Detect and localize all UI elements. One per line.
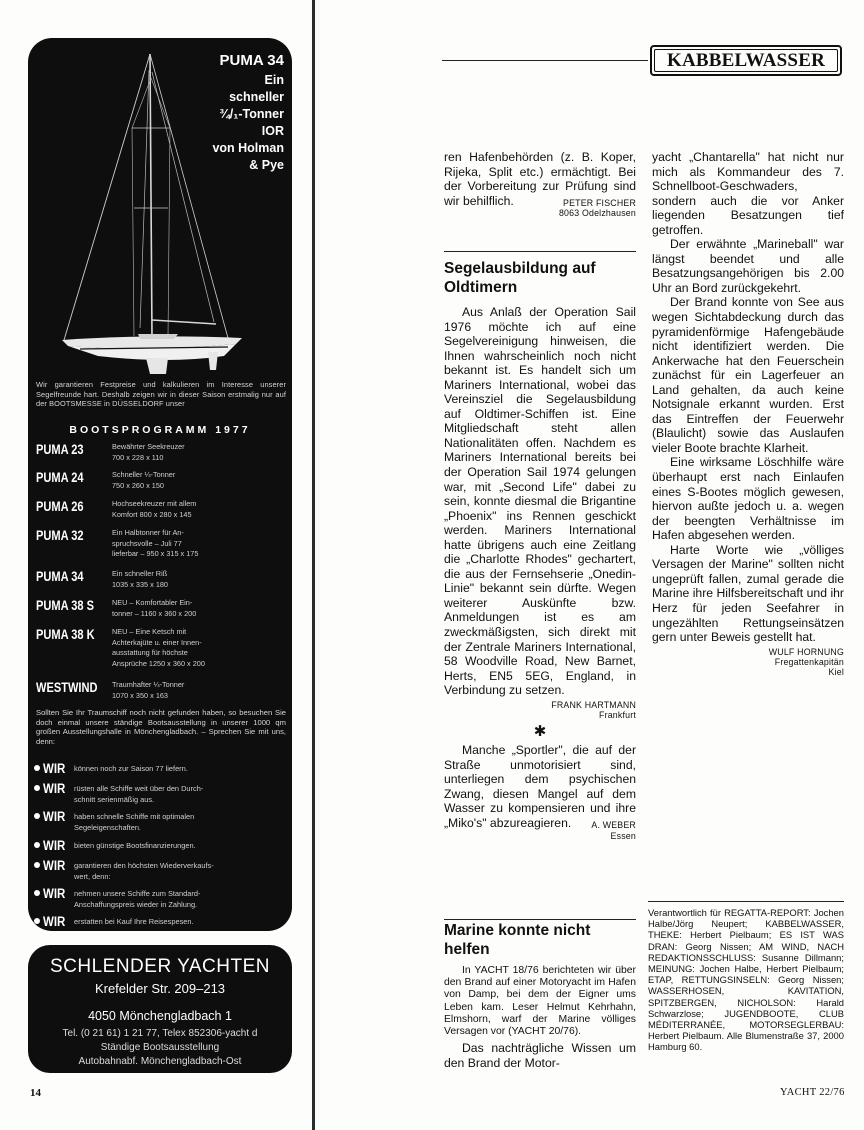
dealer-exhibition: Ständige Bootsausstellung: [100, 1042, 220, 1053]
signature-place: Kiel: [828, 667, 844, 677]
bullet-icon: [34, 890, 40, 896]
column-left: [444, 150, 636, 219]
page-number-left: 14: [30, 1087, 41, 1099]
wir-keyword: WIR: [43, 781, 66, 796]
model-description: Ein schneller Riß 1035 x 335 x 180: [112, 569, 168, 589]
continued-text: ren Hafenbehörden (z. B. Koper, Rijeka, Split etc.) ermächtigt. Bei der Vorbereitung zur Prüfung sind wir behilflich.: [444, 150, 636, 208]
wir-keyword: WIR: [43, 838, 66, 853]
signature-place: 8063 Odelzhausen: [558, 208, 636, 219]
model-name: PUMA 24: [36, 470, 84, 485]
page-gutter: [312, 0, 315, 1130]
ad-intro-text: Wir garantieren Festpreise und kalkulieren im Interesse unserer Segelfreunde hart. Deshalb zeigen wir in dieser Saison erstmalig nur auf der BOOTSMESSE in DÜSSELDORF unser: [36, 380, 286, 409]
article-headline: Segelausbildung auf Oldtimern: [444, 260, 596, 296]
wir-keyword: WIR: [43, 858, 66, 873]
article-body: Manche „Sportler", die auf der Straße unmotorisiert sind, unterliegen dem psychischen Zwang, diesen Mangel auf dem Wasser zu kompensieren und ihre „Miko's" abzureagieren.: [444, 743, 636, 830]
signature: WULF HORNUNG: [768, 646, 844, 657]
article-body: Eine wirksame Löschhilfe wäre überhaupt erst nach Einlaufen eines S-Bootes möglich gewesen, hiervon außte jedoch u. a. wegen der beengten Verhältnisse im Hafen abgesehen werden.: [652, 455, 844, 543]
signature-place: Essen: [610, 830, 636, 841]
wir-text: nehmen unsere Schiffe zum Standard- Anschaffungspreis wieder in Zahlung.: [74, 889, 201, 909]
article-marine: [444, 922, 636, 1070]
article-headline: Marine konnte nicht helfen: [444, 922, 591, 958]
model-description: Hochseekreuzer mit allem Komfort 800 x 280 x 145: [112, 499, 197, 519]
signature: PETER FISCHER: [563, 198, 636, 209]
dealer-box: [28, 945, 292, 1073]
signature: FRANK HARTMANN: [551, 699, 636, 710]
bullet-icon: [34, 918, 40, 924]
header-rule: [442, 60, 648, 61]
column-right: [652, 150, 844, 677]
article-divider: [444, 919, 636, 920]
ad-headline-line: Ein: [264, 73, 284, 87]
wir-text: erstatten bei Kauf Ihre Reisespesen.: [74, 917, 194, 926]
separator-star: ✱: [533, 723, 547, 741]
model-name: PUMA 34: [36, 569, 84, 584]
section-title: KABBELWASSER: [654, 49, 838, 72]
article-segelausbildung: [444, 260, 636, 841]
article-body: Der Brand konnte von See aus wegen Sichtabdeckung durch das pyramidenförmige Hafengebäude nicht identifiziert werden. Die Ankerwache hat den Feuerschein zunächst für ein Lagerfeuer an Land gehalten, da auch keine Notsignale erkannt wurden. Erst das Eintreffen der Feuerwehr (Blaulicht) sowie das Auslaufen vieler Boote brachte Klarheit.: [652, 295, 844, 455]
ad-headline: [212, 52, 284, 174]
model-name: PUMA 23: [36, 442, 84, 457]
bullet-icon: [34, 842, 40, 848]
ad-headline-line: ¾/₁-Tonner: [219, 107, 284, 121]
model-description: Bewährter Seekreuzer 700 x 228 x 110: [112, 442, 185, 462]
model-name: WESTWIND: [36, 680, 98, 695]
article-body: Aus Anlaß der Operation Sail 1976 möchte ich auf eine Segelvereinigung hinweisen, die Ihnen wahrscheinlich noch nicht bekannt ist. Es handelt sich um Mariners International, wobei das Vereinsziel die Segelausbildung auf Oldtimer-Schiffen ist. Eine Mitgliedschaft steht allen Nationalitäten offen. Nachdem es Mariners International bereits bei der Operation Sail 1974 gelungen war, mit „Second Life" dabei zu sein, konnte diesmal die Brigantine „Phoenix" ins Rennen geschickt werden. Mariners International hatte übrigens auch eine Zeitlang die „Charlotte Rhodes" gechartert, die aus der Fernsehserie „Onedin-Linie" bekannt sein dürfte. Wegen weiterer Auskünfte bzw. Anmeldungen ist es am zweckmäßigsten, sich direkt mit der Zentrale Mariners International, 58 Woodville Road, New Barnet, Herts, EN5 5EG, England, in Verbindung zu setzen.: [444, 305, 636, 698]
boat-program-title: BOOTSPROGRAMM 1977: [69, 424, 251, 436]
article-body: Harte Worte wie „völliges Versagen der Marine" sollten nicht ungeprüft fallen, zumal gerade die Marine ihre Hilfsbereitschaft und ihr Herz für jeden Seefahrer in ungezählten Rettungseinsätzen gern unter Beweis gestellt hat.: [652, 542, 844, 645]
wir-keyword: WIR: [43, 809, 66, 824]
model-description: NEU – Eine Ketsch mit Achterkajüte u. einer Innen- ausstattung für höchste Ansprüche 1250 x 360 x 200: [112, 627, 205, 668]
model-description: Traumhafter ¼-Tonner 1070 x 350 x 163: [112, 680, 185, 700]
bullet-icon: [34, 785, 40, 791]
wir-text: können noch zur Saison 77 liefern.: [74, 764, 188, 773]
ad-closing-text: Sollten Sie Ihr Traumschiff noch nicht gefunden haben, so besuchen Sie doch einmal unsere ständige Bootsausstellung in unserer 1000 qm großen Ausstellungshalle in Mönchengladbach. – Sprechen Sie mit uns, denn:: [36, 708, 286, 746]
model-description: NEU – Komfortabler Ein- tonner – 1160 x 360 x 200: [112, 598, 197, 618]
section-title-box: [650, 45, 842, 76]
dealer-city: 4050 Mönchengladbach 1: [88, 1009, 232, 1023]
wir-text: garantieren den höchsten Wiederverkaufs- wert, denn:: [74, 861, 214, 881]
ad-headline-line: von Holman: [212, 141, 284, 155]
article-body: Das nachträgliche Wissen um den Brand der Motor-: [444, 1041, 636, 1070]
article-intro: In YACHT 18/76 berichteten wir über den Brand auf einer Motoryacht im Hafen von Damp, bei dem der Eigner ums Leben kam. Leser Helmut Kehrhahn, Elmshorn, warf der Marine völliges Versagen vor (YACHT 20/76).: [444, 965, 636, 1038]
dealer-exit: Autobahnabf. Mönchengladbach-Ost: [78, 1056, 242, 1067]
model-name: PUMA 26: [36, 499, 84, 514]
puma-advertisement: [28, 38, 292, 931]
ad-headline-line: IOR: [261, 124, 284, 138]
dealer-name: SCHLENDER YACHTEN: [49, 956, 270, 977]
page-footer-right: YACHT 22/76: [780, 1087, 845, 1098]
model-description: Schneller ¼-Tonner 750 x 260 x 150: [112, 470, 176, 490]
article-divider: [444, 251, 636, 252]
signature-place: Frankfurt: [599, 709, 636, 720]
article-body: yacht „Chantarella" hat nicht nur mich als Kommandeur des 7. Schnellboot-Geschwaders, sondern auch die vor Anker liegenden Besatzungen tief getroffen.: [652, 150, 844, 237]
signature: A. WEBER: [591, 820, 636, 831]
bullet-icon: [34, 862, 40, 868]
ad-headline-model: PUMA 34: [219, 52, 284, 69]
signature-title: Fregattenkapitän: [774, 656, 844, 667]
wir-text: rüsten alle Schiffe weit über den Durch- schnitt serienmäßig aus.: [74, 784, 204, 804]
model-description: Ein Halbtonner für An- spruchsvolle – Juli 77 lieferbar – 950 x 315 x 175: [112, 528, 199, 559]
ad-headline-line: & Pye: [249, 158, 284, 172]
article-body: Der erwähnte „Marineball" war längst beendet und alle Besatzungsangehörigen bis 2.00 Uhr an Bord zurückgekehrt.: [652, 237, 844, 295]
model-name: PUMA 38 K: [36, 627, 95, 642]
model-name: PUMA 38 S: [36, 598, 95, 613]
ad-headline-line: schneller: [229, 90, 284, 104]
dealer-street: Krefelder Str. 209–213: [94, 981, 226, 996]
impressum-divider: [648, 901, 844, 902]
bullet-icon: [34, 765, 40, 771]
wir-text: bieten günstige Bootsfinanzierungen.: [74, 841, 196, 850]
wir-text: haben schnelle Schiffe mit optimalen Segeleigenschaften.: [74, 812, 195, 832]
wir-keyword: WIR: [43, 761, 66, 776]
impressum: Verantwortlich für REGATTA-REPORT: Jochen Halbe/Jörg Neupert; KABBELWASSER, THEKE: Herbert Pielbaum; ES IST WAS DRAN: Georg Nissen; AM WIND, NACH REDAKTIONSSCHLUSS: Susanne Dillmann; MEINUNG: Jochen Halbe, Herbert Pielbaum; ETAP, RETTUNGSINSELN: Georg Nissen; WASSERHOSEN, KAVITATION, SPITZBERGEN, NICHOLSON: Harald Schwarzlose; JUGENDBOOTE, CLUB MÉDITERRANÉE, MOTORSEGLERBAU: Herbert Pielbaum. Alle Blumenstraße 37, 2000 Hamburg 60.: [648, 907, 844, 1053]
dealer-phone: Tel. (0 21 61) 1 21 77, Telex 852306-yacht d: [62, 1028, 258, 1039]
wir-keyword: WIR: [43, 886, 66, 901]
model-name: PUMA 32: [36, 528, 84, 543]
bullet-icon: [34, 813, 40, 819]
wir-keyword: WIR: [43, 914, 66, 929]
